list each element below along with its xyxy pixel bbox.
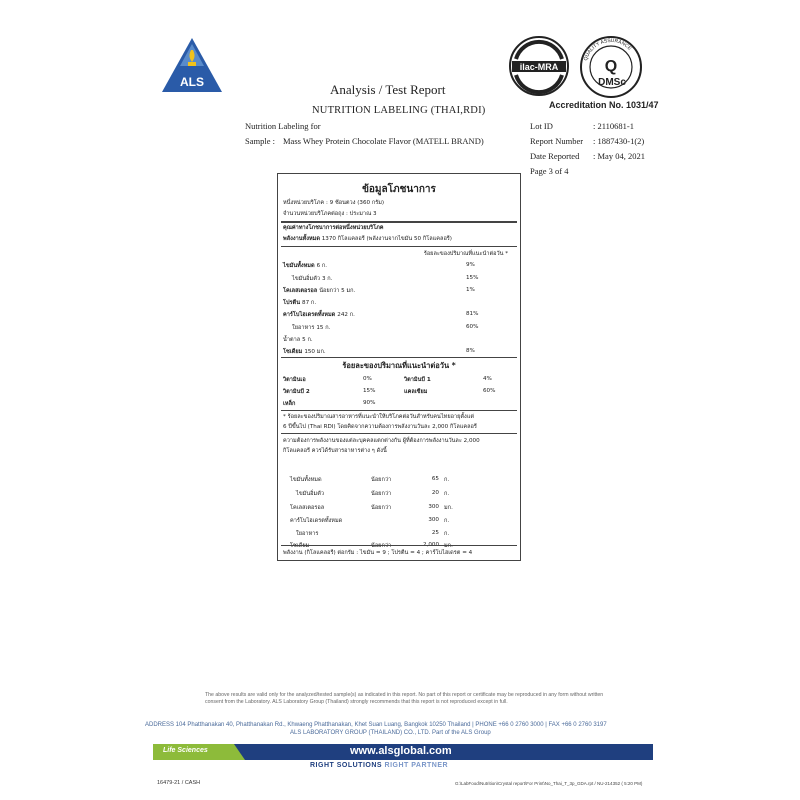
vitamin-percent: 60% [483,388,496,394]
nutrient-row [292,275,332,283]
limit-number: 65 [431,476,439,482]
labeling-for: Nutrition Labeling for [245,121,321,131]
panel-heading: ข้อมูลโภชนาการ [362,184,436,195]
date-reported [530,151,645,161]
report-value: : 1887430-1(2) [593,136,645,146]
dmsc-quality-badge [579,35,643,99]
nutrient-percent: 60% [466,324,479,330]
life-sciences-label: Life Sciences [163,747,208,754]
rdi-header: ร้อยละของปริมาณที่แนะนำต่อวัน * [423,251,508,257]
footnote-line-2: 6 ปีขึ้นไป (Thai RDI) โดยคิดจากความต้องการพลังงานวันละ 2,000 กิโลแคลอรี [283,424,477,430]
report-number [530,136,645,146]
date-value: : May 04, 2021 [593,151,645,161]
divider [281,545,517,546]
limit-number: 25 [431,530,439,536]
divider [281,410,517,411]
limit-unit: มก. [444,543,453,549]
report-subtitle: NUTRITION LABELING (THAI,RDI) [312,105,486,116]
report-file-path: G:\LabFood\Nutrition\Crystal report\For Print\No_Thai_T_3p_GDA.rpt / NU-214352 ( 5:20 PM) [455,781,643,786]
company-name: ALS LABORATORY GROUP (THAILAND) CO., LTD. Part of the ALS Group [290,730,491,736]
nutrient-amount: 6 ก. [316,263,328,269]
limit-unit: มก. [444,505,453,511]
dms-text: DMSc [598,77,626,88]
dms-ring-text: QUALITY ASSURANCE [582,37,633,62]
limit-label: โคเลสเตอรอล [290,505,325,511]
limit-label: คาร์โบไฮเดรตทั้งหมด [290,518,343,524]
energy-factors: พลังงาน (กิโลแคลอรี) ต่อกรัม : ไขมัน = 9 ; โปรตีน = 4 ; คาร์โบไฮเดรต = 4 [283,550,473,556]
nutrient-label: ไขมันอิ่มตัว [292,276,320,282]
limit-comparison: น้อยกว่า [371,491,392,497]
nutrient-amount: 87 ก. [302,300,317,306]
vitamin-label: วิตามินบี 1 [404,377,431,383]
dms-q-letter: Q [604,58,618,75]
limit-unit: ก. [444,531,450,537]
nutrient-label: น้ำตาล [283,337,301,343]
report-label: Report Number [530,136,584,146]
energy-value: 1370 กิโลแคลอรี (พลังงานจากไขมัน 50 กิโลแคลอรี) [321,236,452,242]
nutrient-amount: 150 มก. [304,349,326,355]
job-code: 16479-21 / CASH [157,780,201,786]
nutrient-percent: 15% [466,275,479,281]
nutrient-amount: 3 ก. [321,276,333,282]
nutrition-panel [277,173,521,561]
limit-unit: ก. [444,518,450,524]
nutrient-row [283,287,355,295]
disclaimer: The above results are valid only for the analyzed/tested sample(s) as indicated in this report. No part of this report or certificate may be reproduced in any form without written consent from the Laboratory. ALS Laboratory Group (Thailand) strongly recommends that this report is not reproduced except in full. [205,692,604,706]
limit-number: 2,000 [422,542,439,548]
limit-number: 300 [428,517,439,523]
nutrient-percent: 8% [466,348,475,354]
footnote-line-1: * ร้อยละของปริมาณสารอาหารที่แนะนำให้บริโภคต่อวันสำหรับคนไทยอายุตั้งแต่ [283,414,475,420]
lot-id [530,121,635,131]
per-serving-heading: คุณค่าทางโภชนาการต่อหนึ่งหน่วยบริโภค [283,225,384,231]
page-number: Page 3 of 4 [530,166,569,176]
nutrient-amount: 242 ก. [337,312,355,318]
page-title: Analysis / Test Report [330,82,446,97]
tagline-dark: RIGHT SOLUTIONS [310,762,383,769]
divider [281,246,517,247]
als-logo-text: ALS [180,75,204,89]
nutrient-row [283,336,313,344]
nutrient-row [283,311,355,319]
divider [281,221,517,223]
nutrient-percent: 81% [466,311,479,317]
accreditation-number: Accreditation No. 1031/47 [549,100,659,110]
serving-size: หนึ่งหน่วยบริโภค : 9 ช้อนตวง (360 กรัม) [283,200,385,206]
als-logo [160,36,224,96]
nutrient-label: โซเดียม [283,349,303,355]
limit-number: 20 [431,490,439,496]
lot-value: : 2110681-1 [593,121,635,131]
nutrient-label: ไขมันทั้งหมด [283,263,315,269]
energy-line [283,235,452,243]
limit-number: 300 [428,504,439,510]
nutrient-amount: 5 ก. [302,337,313,343]
nutrient-amount: น้อยกว่า 5 มก. [319,288,356,294]
vitamin-header: ร้อยละของปริมาณที่แนะนำต่อวัน * [342,361,456,370]
sample-label: Sample : [245,136,275,146]
vitamin-percent: 4% [483,376,492,382]
nutrient-label: ใยอาหาร [292,325,315,331]
nutrient-label: โคเลสเตอรอล [283,288,318,294]
vitamin-percent: 15% [363,388,376,394]
limit-label: ใยอาหาร [296,531,319,537]
limit-unit: ก. [444,491,450,497]
limit-label: ไขมันอิ่มตัว [296,491,324,497]
nutrient-amount: 15 ก. [316,325,331,331]
limit-label: ไขมันทั้งหมด [290,477,322,483]
nutrient-row [283,299,316,307]
energy-label: พลังงานทั้งหมด [283,236,320,242]
limit-comparison: น้อยกว่า [371,543,392,549]
nutrient-percent: 9% [466,262,475,268]
energy-note-line-1: ความต้องการพลังงานของแต่ละบุคคลแตกต่างกัน ผู้ที่ต้องการพลังงานวันละ 2,000 [283,438,480,444]
tagline [310,762,448,769]
tagline-light: RIGHT PARTNER [384,762,449,769]
ilac-mra-badge [508,35,570,97]
limit-comparison: น้อยกว่า [371,477,392,483]
divider [281,433,517,434]
nutrient-row [283,262,327,270]
sample-value: Mass Whey Protein Chocolate Flavor (MATELL BRAND) [283,136,484,146]
nutrient-row [292,324,330,332]
limit-comparison: น้อยกว่า [371,505,392,511]
ilac-text: ilac-MRA [519,62,559,72]
nutrient-percent: 1% [466,287,475,293]
lot-label: Lot ID [530,121,553,131]
vitamin-percent: 0% [363,376,372,382]
servings-per-pack: จำนวนหน่วยบริโภคต่อถุง : ประมาณ 3 [283,211,377,217]
divider [281,357,517,358]
limit-label: โซเดียม [290,543,310,549]
nutrient-row [283,348,326,356]
website-link[interactable]: www.alsglobal.com [350,745,452,757]
vitamin-label: วิตามินเอ [283,377,306,383]
vitamin-label: แคลเซียม [404,389,428,395]
company-address: ADDRESS 104 Phatthanakan 40, Phatthanakan Rd., Khwaeng Phatthanakan, Khet Suan Luang, Bangkok 10250 Thailand | PHONE +66 0 2760 3000 | FAX +66 0 2760 3197 [145,722,607,728]
nutrient-label: คาร์โบไฮเดรตทั้งหมด [283,312,336,318]
date-label: Date Reported [530,151,580,161]
vitamin-percent: 90% [363,400,376,406]
limit-unit: ก. [444,477,450,483]
nutrient-label: โปรตีน [283,300,301,306]
vitamin-label: วิตามินบี 2 [283,389,310,395]
vitamin-label: เหล็ก [283,401,296,407]
energy-note-line-2: กิโลแคลอรี ควรได้รับสารอาหารต่าง ๆ ดังนี้ [283,448,387,454]
